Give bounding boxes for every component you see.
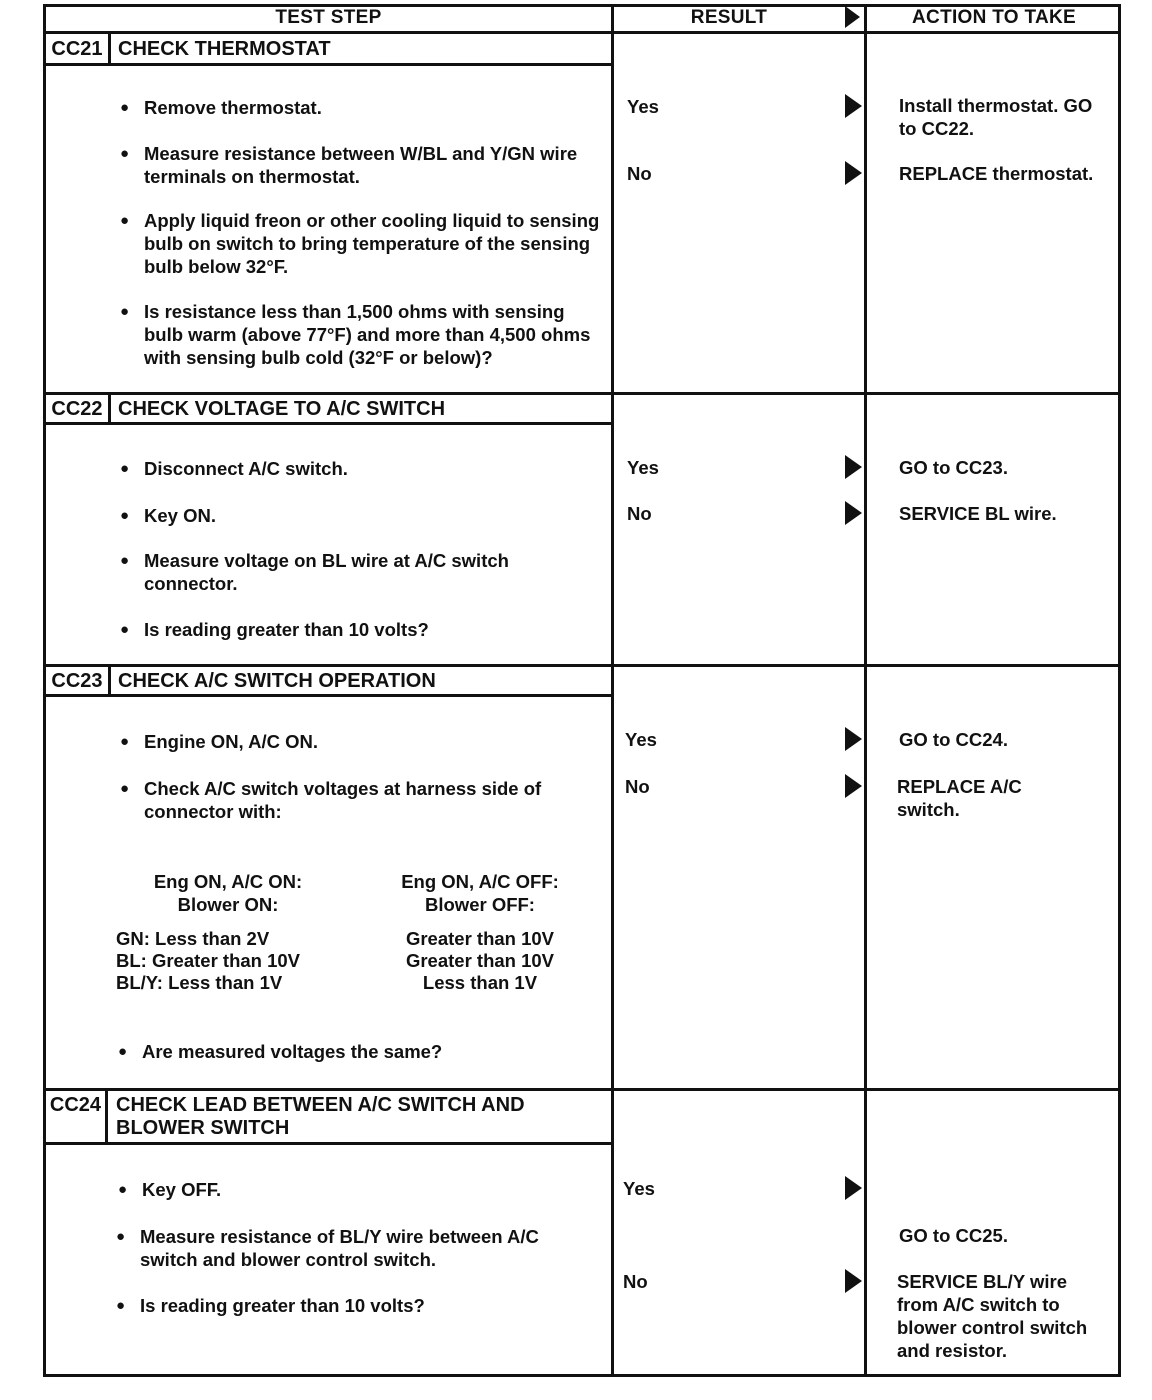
cc22-result-no: No: [627, 503, 652, 524]
cc23-step-code: CC23: [51, 670, 103, 692]
cc24-bullet-3: ● Is reading greater than 10 volts?: [116, 1294, 596, 1317]
cc23-table-col1-head-2: Blower ON:: [177, 894, 279, 915]
cc22-step-code: CC22: [51, 398, 103, 420]
cc21-step-title: CHECK THERMOSTAT: [118, 38, 331, 60]
cc22-bottom-rule: [43, 664, 1121, 667]
cc24-no-arrow-icon: [845, 1269, 862, 1293]
cc22-bullet-2: ● Key ON.: [120, 504, 600, 527]
header-result: RESULT: [690, 7, 768, 28]
cc22-bullet-4: ● Is reading greater than 10 volts?: [120, 618, 600, 641]
cc24-step-code: CC24: [49, 1094, 102, 1116]
cc23-table-col1-row-1: GN: Less than 2V: [116, 928, 270, 949]
header-arrow-icon: [845, 6, 860, 28]
cc23-bullet-2: ● Check A/C switch voltages at harness side of connector with:: [120, 777, 560, 823]
cc24-title-rule: [43, 1142, 614, 1145]
cc23-no-arrow-icon: [845, 774, 862, 798]
cc23-action-no: REPLACE A/C switch.: [897, 776, 1022, 820]
cc21-action-no: REPLACE thermostat.: [899, 163, 1094, 184]
cc21-step-code: CC21: [51, 38, 103, 60]
cc24-yes-arrow-icon: [845, 1176, 862, 1200]
cc24-code-divider: [105, 1088, 108, 1145]
cc23-result-no: No: [625, 776, 650, 797]
cc23-action-yes: GO to CC24.: [899, 729, 1008, 750]
cc22-result-yes: Yes: [627, 457, 659, 478]
cc23-result-yes: Yes: [625, 729, 657, 750]
cc21-result-yes: Yes: [627, 96, 659, 117]
cc21-result-no: No: [627, 163, 652, 184]
cc22-bullet-3: ● Measure voltage on BL wire at A/C switch connector.: [120, 549, 540, 595]
cc23-yes-arrow-icon: [845, 727, 862, 751]
cc21-bullet-2: ● Measure resistance between W/BL and Y/GN wire terminals on thermostat.: [120, 142, 600, 188]
cc24-bullet-1: ● Key OFF.: [118, 1178, 598, 1201]
cc23-table-col1-head-1: Eng ON, A/C ON:: [153, 871, 303, 892]
cc21-action-yes: Install thermostat. GO to CC22.: [899, 95, 1093, 139]
cc21-title-rule: [43, 63, 614, 66]
cc23-table-col1-row-3: BL/Y: Less than 1V: [116, 972, 283, 993]
cc23-table-col2-row-2: Greater than 10V: [405, 950, 555, 971]
cc23-step-title: CHECK A/C SWITCH OPERATION: [118, 670, 436, 692]
cc24-result-no: No: [623, 1271, 648, 1292]
cc23-table-col2-head-1: Eng ON, A/C OFF:: [401, 871, 559, 892]
cc23-table-col2-head-2: Blower OFF:: [425, 894, 535, 915]
cc23-title-rule: [43, 694, 614, 697]
cc21-yes-arrow-icon: [845, 94, 862, 118]
cc21-bottom-rule: [43, 392, 1121, 395]
cc22-step-title: CHECK VOLTAGE TO A/C SWITCH: [118, 398, 446, 420]
header-rule: [43, 31, 1121, 34]
header-action: ACTION TO TAKE: [912, 7, 1076, 28]
cc22-yes-arrow-icon: [845, 455, 862, 479]
column-divider-result: [611, 4, 614, 1377]
cc24-bullet-2: ● Measure resistance of BL/Y wire between A/C switch and blower control switch.: [116, 1225, 576, 1271]
cc21-no-arrow-icon: [845, 161, 862, 185]
cc24-action-yes: GO to CC25.: [899, 1225, 1008, 1246]
cc22-no-arrow-icon: [845, 501, 862, 525]
cc23-bullet-3: ● Are measured voltages the same?: [118, 1040, 598, 1063]
cc21-bullet-3: ● Apply liquid freon or other cooling liquid to sensing bulb on switch to bring temperature of the sensing bulb below 32°F.: [120, 209, 600, 278]
cc23-code-divider: [108, 664, 111, 697]
cc23-bullet-1: ● Engine ON, A/C ON.: [120, 730, 600, 753]
cc22-action-no: SERVICE BL wire.: [899, 503, 1057, 524]
cc21-bullet-4: ● Is resistance less than 1,500 ohms with sensing bulb warm (above 77°F) and more than 4,500 ohms with sensing bulb cold (32°F or below)?: [120, 300, 606, 369]
cc22-action-yes: GO to CC23.: [899, 457, 1008, 478]
cc21-bullet-1: ● Remove thermostat.: [120, 96, 600, 119]
cc23-bottom-rule: [43, 1088, 1121, 1091]
header-test-step: TEST STEP: [275, 7, 382, 28]
cc21-code-divider: [108, 31, 111, 66]
column-divider-action: [864, 4, 867, 1377]
cc23-table-col1-row-2: BL: Greater than 10V: [116, 950, 301, 971]
cc22-title-rule: [43, 422, 614, 425]
cc22-code-divider: [108, 392, 111, 425]
cc22-bullet-1: ● Disconnect A/C switch.: [120, 457, 600, 480]
cc24-result-yes: Yes: [623, 1178, 655, 1199]
cc24-action-no: SERVICE BL/Y wire from A/C switch to blower control switch and resistor.: [897, 1271, 1088, 1361]
cc24-step-title: CHECK LEAD BETWEEN A/C SWITCH AND BLOWER SWITCH: [116, 1094, 525, 1139]
cc23-table-col2-row-1: Greater than 10V: [405, 928, 555, 949]
cc23-table-col2-row-3: Less than 1V: [422, 972, 538, 993]
